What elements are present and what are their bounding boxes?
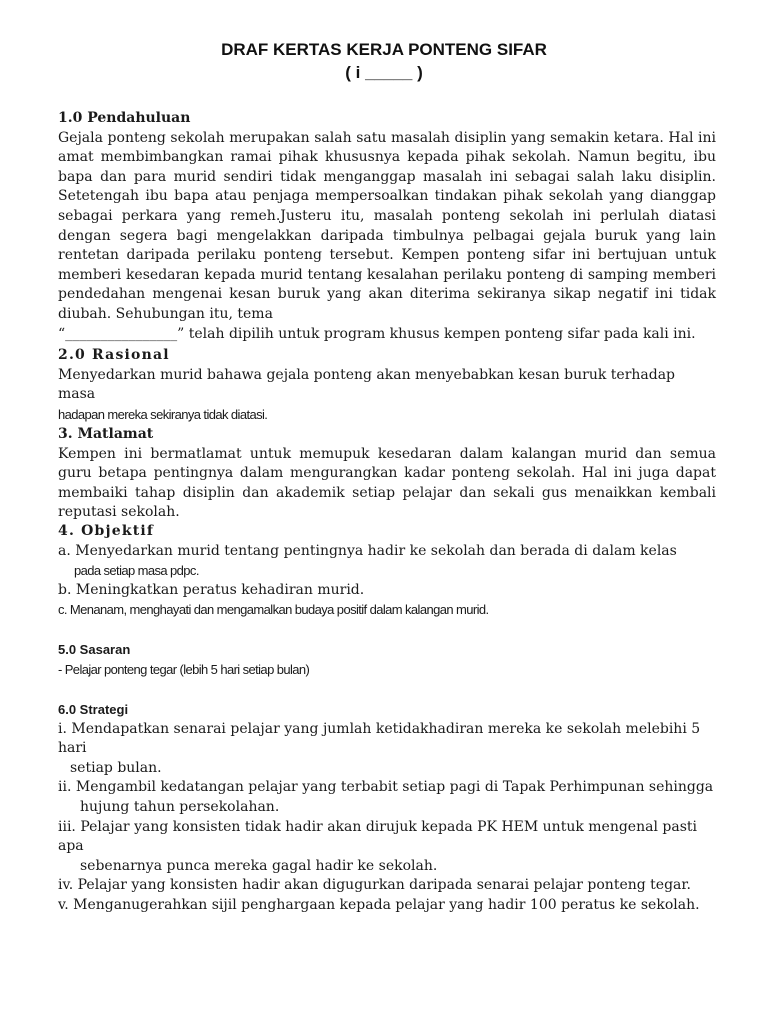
section-paragraph-last-line: “________________” telah dipilih untuk program khusus kempen ponteng sifar pada kali ini. xyxy=(58,325,696,342)
section-heading: 6.0 Strategi xyxy=(58,702,129,717)
list-item: a. Menyedarkan murid tentang pentingnya hadir ke sekolah dan berada di dalam kelas xyxy=(58,542,677,559)
list-item-continuation: pada setiap masa pdpc. xyxy=(74,563,199,579)
list-item: c. Menanam, menghayati dan mengamalkan budaya positif dalam kalangan murid. xyxy=(58,602,489,618)
section-strategi xyxy=(58,700,716,916)
section-paragraph: Gejala ponteng sekolah merupakan salah satu masalah disiplin yang semakin ketara. Hal ini amat membimbangkan ramai pihak khususnya kepada pihak sekolah. Namun begitu, ibu bapa dan para murid sendiri tidak menganggap masalah ini sebagai salah laku disiplin. Setetengah ibu bapa atau penjaga mempersoalkan tindakan pihak sekolah yang dianggap sebagai perkara yang remeh.Justeru itu, masalah ponteng sekolah ini perlulah diatasi dengan segera bagi mengelakkan daripada timbulnya pelbagai gejala buruk yang lain rentetan daripada perilaku ponteng tersebut. Kempen ponteng sifar ini bertujuan untuk memberi kesedaran kepada murid tentang kesalahan perilaku ponteng di samping memberi pendedahan mengenai kesan buruk yang akan diterima sekiranya sikap negatif ini tidak diubah. Sehubungan itu, tema xyxy=(58,129,716,322)
section-paragraph-line: hadapan mereka sekiranya tidak diatasi. xyxy=(58,406,268,422)
section-heading: 2.0 Rasional xyxy=(58,347,170,363)
section-heading: 4. Objektif xyxy=(58,523,155,539)
list-item: iv. Pelajar yang konsisten hadir akan digugurkan daripada senarai pelajar ponteng tegar. xyxy=(58,877,691,894)
list-item: - Pelajar ponteng tegar (lebih 5 hari setiap bulan) xyxy=(58,661,310,677)
section-sasaran xyxy=(58,640,716,679)
list-item: ii. Mengambil kedatangan pelajar yang terbabit setiap pagi di Tapak Perhimpunan sehingga xyxy=(58,779,714,796)
section-objektif xyxy=(58,522,716,620)
section-heading: 3. Matlamat xyxy=(58,426,154,442)
list-item: b. Meningkatkan peratus kehadiran murid. xyxy=(58,581,365,598)
section-heading: 1.0 Pendahuluan xyxy=(58,110,191,126)
section-paragraph: Kempen ini bermatlamat untuk memupuk kesedaran dalam kalangan murid dan semua guru betapa pentingnya dalam mengurangkan kadar ponteng sekolah. Hal ini juga dapat membaiki tahap disiplin dan akademik setiap pelajar dan sekali gus menaikkan kembali reputasi sekolah. xyxy=(58,445,716,521)
list-item-continuation: sebenarnya punca mereka gagal hadir ke sekolah. xyxy=(80,857,438,874)
section-paragraph: Menyedarkan murid bahawa gejala ponteng akan menyebabkan kesan buruk terhadap masa xyxy=(58,366,676,403)
list-item: v. Menganugerahkan sijil penghargaan kepada pelajar yang hadir 100 peratus ke sekolah. xyxy=(58,896,700,913)
list-item: i. Mendapatkan senarai pelajar yang jumlah ketidakhadiran mereka ke sekolah melebihi 5 hari xyxy=(58,720,701,757)
document-subtitle: ( i _____ ) xyxy=(345,63,423,82)
section-pendahuluan xyxy=(58,109,716,344)
list-item-continuation: hujung tahun persekolahan. xyxy=(80,798,280,815)
list-item: iii. Pelajar yang konsisten tidak hadir akan dirujuk kepada PK HEM untuk mengenal pasti apa xyxy=(58,818,697,855)
section-matlamat xyxy=(58,425,716,523)
document-title: DRAF KERTAS KERJA PONTENG SIFAR xyxy=(221,40,547,59)
section-rasional xyxy=(58,346,716,424)
section-heading: 5.0 Sasaran xyxy=(58,642,131,657)
list-item-continuation: setiap bulan. xyxy=(70,759,162,776)
